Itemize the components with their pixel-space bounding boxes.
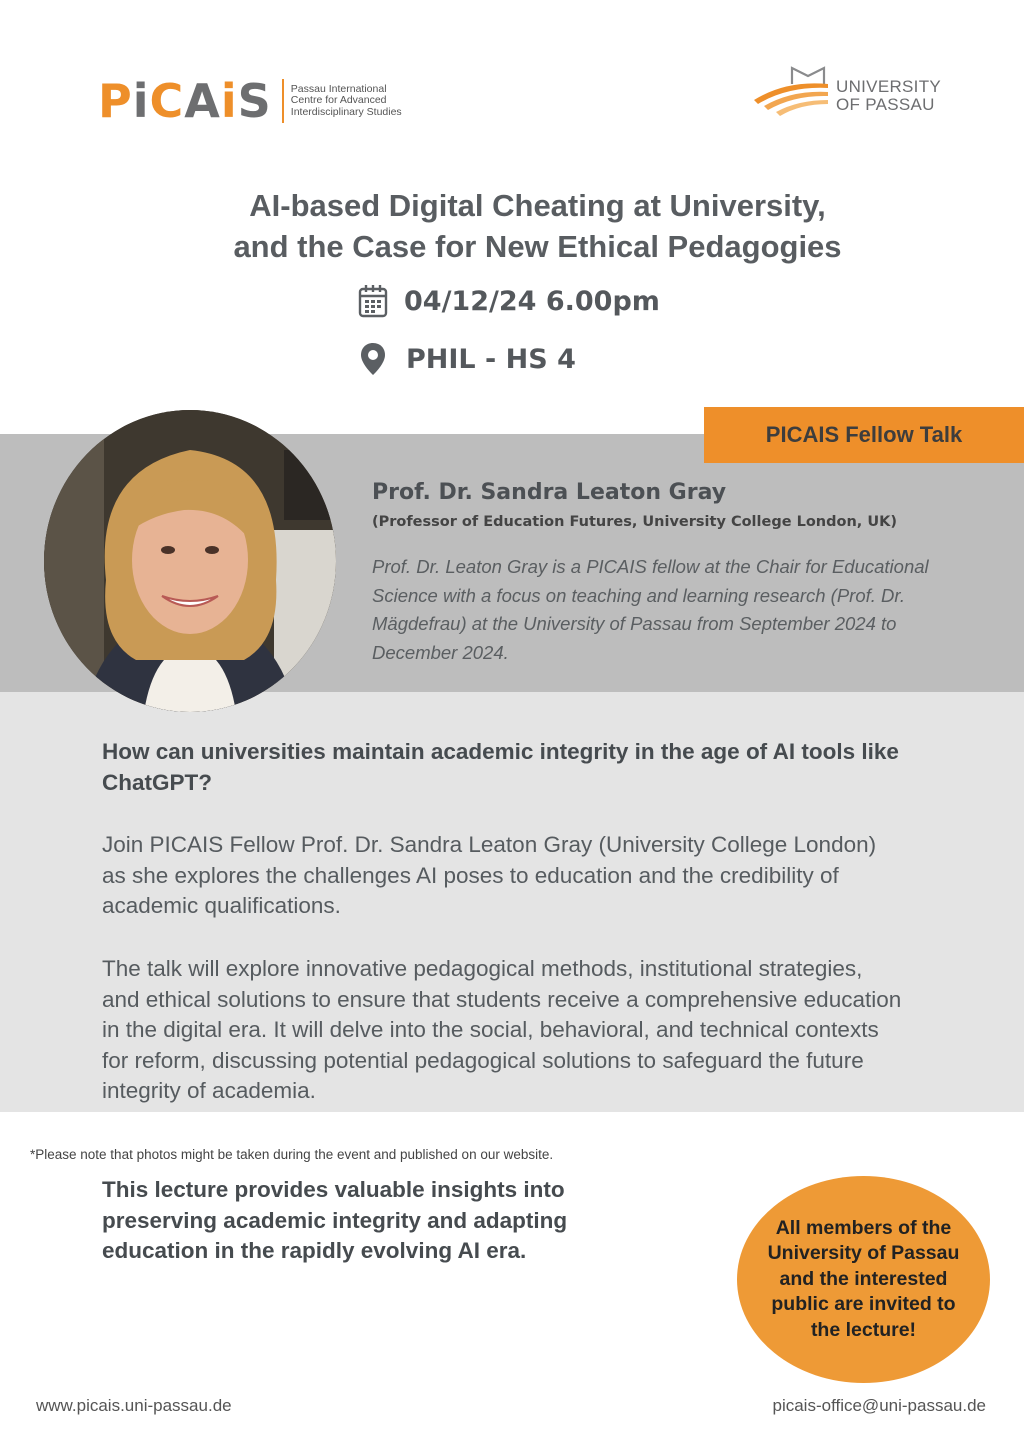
event-title: AI-based Digital Cheating at University, and the Case for New Ethical Pedagogies (233, 188, 842, 264)
website-link[interactable]: www.picais.uni-passau.de (36, 1396, 232, 1415)
speaker-name: Prof. Dr. Sandra Leaton Gray (372, 480, 727, 505)
event-date-time: 04/12/24 6.00pm (404, 285, 660, 317)
calendar-icon (358, 284, 388, 318)
picais-logo (98, 74, 402, 128)
map-pin-icon (360, 342, 386, 376)
lead-question: How can universities maintain academic integrity in the age of AI tools like ChatGPT? (102, 739, 899, 795)
picais-subtitle: Passau International Centre for Advanced Interdisciplinary Studies (290, 82, 402, 118)
description-paragraph-1: Join PICAIS Fellow Prof. Dr. Sandra Leaton Gray (University College London) as she explores the challenges AI poses to education and the credibility of academic qualifications. (102, 832, 877, 918)
event-date-row (358, 281, 660, 321)
event-location: PHIL - HS 4 (406, 343, 576, 375)
speaker-role: (Professor of Education Futures, University College London, UK) (372, 514, 897, 530)
university-emblem-icon (752, 62, 836, 122)
logo-divider (282, 79, 284, 123)
invitation-badge (737, 1176, 990, 1383)
fellow-talk-tag: PICAIS Fellow Talk (704, 407, 1024, 463)
description-paragraph-2: The talk will explore innovative pedagogical methods, institutional strategies, and ethical solutions to ensure that students receive a comprehensive education in the digital era. It will delve into the social, behavioral, and technical contexts for reform, discussing potential pedagogical solutions to safeguard the future integrity of academia. (102, 956, 902, 1103)
photo-notice: *Please note that photos might be taken during the event and published on our website. (30, 1147, 554, 1162)
speaker-photo (44, 410, 336, 712)
picais-wordmark: PiCAiS (98, 74, 272, 128)
speaker-portrait (44, 410, 336, 712)
university-logo (752, 62, 952, 122)
invitation-text: All members of the University of Passau and the interested public are invited to the lecture! (767, 1216, 960, 1341)
conclusion-text: This lecture provides valuable insights into preserving academic integrity and adapting education in the rapidly evolving AI era. (102, 1177, 568, 1263)
email-link[interactable]: picais-office@uni-passau.de (772, 1396, 986, 1415)
university-name: UNIVERSITY OF PASSAU (836, 77, 942, 114)
event-location-row (360, 339, 576, 379)
speaker-bio: Prof. Dr. Leaton Gray is a PICAIS fellow at the Chair for Educational Science with a focus on teaching and learning research (Prof. Dr. Mägdefrau) at the University of Passau from September 2024 to December 2024. (372, 556, 929, 663)
